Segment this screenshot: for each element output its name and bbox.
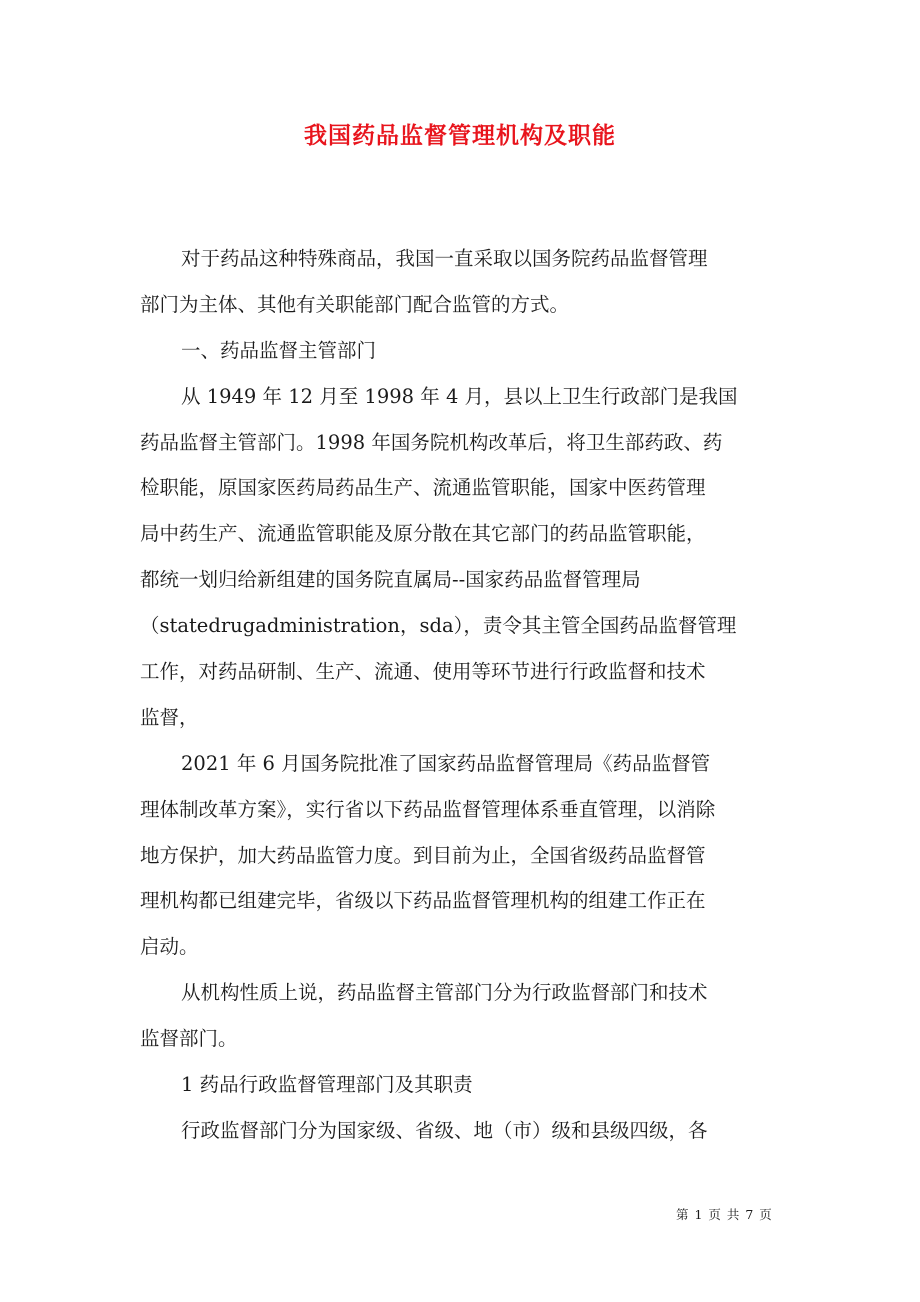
- paragraph-line: 工作，对药品研制、生产、流通、使用等环节进行行政监督和技术: [140, 660, 706, 684]
- paragraph-line: 局中药生产、流通监管职能及原分散在其它部门的药品监管职能，: [140, 522, 706, 546]
- paragraph-line: 部门为主体、其他有关职能部门配合监管的方式。: [140, 292, 570, 316]
- paragraph-line: 2021 年 6 月国务院批准了国家药品监督管理局《药品监督管: [181, 751, 711, 775]
- document-title: 我国药品监督管理机构及职能: [304, 122, 616, 149]
- section-heading: 一、药品监督主管部门: [181, 338, 377, 362]
- paragraph-line: 都统一划归给新组建的国务院直属局--国家药品监督管理局: [140, 568, 641, 592]
- paragraph-line: 从 1949 年 12 月至 1998 年 4 月，县以上卫生行政部门是我国: [181, 384, 738, 408]
- paragraph-line: 地方保护，加大药品监管力度。到目前为止，全国省级药品监督管: [140, 843, 706, 867]
- paragraph-line: 从机构性质上说，药品监督主管部门分为行政监督部门和技术: [181, 981, 708, 1005]
- paragraph-line: 监督，: [140, 705, 199, 729]
- paragraph-line: 理体制改革方案》，实行省以下药品监督管理体系垂直管理，以消除: [140, 797, 716, 821]
- paragraph-line: 监督部门。: [140, 1027, 238, 1051]
- paragraph-line: 检职能，原国家医药局药品生产、流通监管职能，国家中医药管理: [140, 476, 706, 500]
- paragraph-line: 理机构都已组建完毕，省级以下药品监督管理机构的组建工作正在: [140, 889, 706, 913]
- paragraph-line: 对于药品这种特殊商品，我国一直采取以国务院药品监督管理: [181, 247, 708, 270]
- paragraph-line: （statedrugadministration，sda），责令其主管全国药品监督管理: [140, 614, 737, 638]
- document-body: [140, 236, 780, 1154]
- subsection-heading: 1 药品行政监督管理部门及其职责: [181, 1073, 473, 1097]
- paragraph-line: 行政监督部门分为国家级、省级、地（市）级和县级四级，各: [181, 1118, 708, 1142]
- paragraph-line: 药品监督主管部门。1998 年国务院机构改革后，将卫生部药政、药: [140, 430, 723, 454]
- page-number-footer: 第 1 页 共 7 页: [676, 1207, 773, 1222]
- paragraph-line: 启动。: [140, 935, 199, 959]
